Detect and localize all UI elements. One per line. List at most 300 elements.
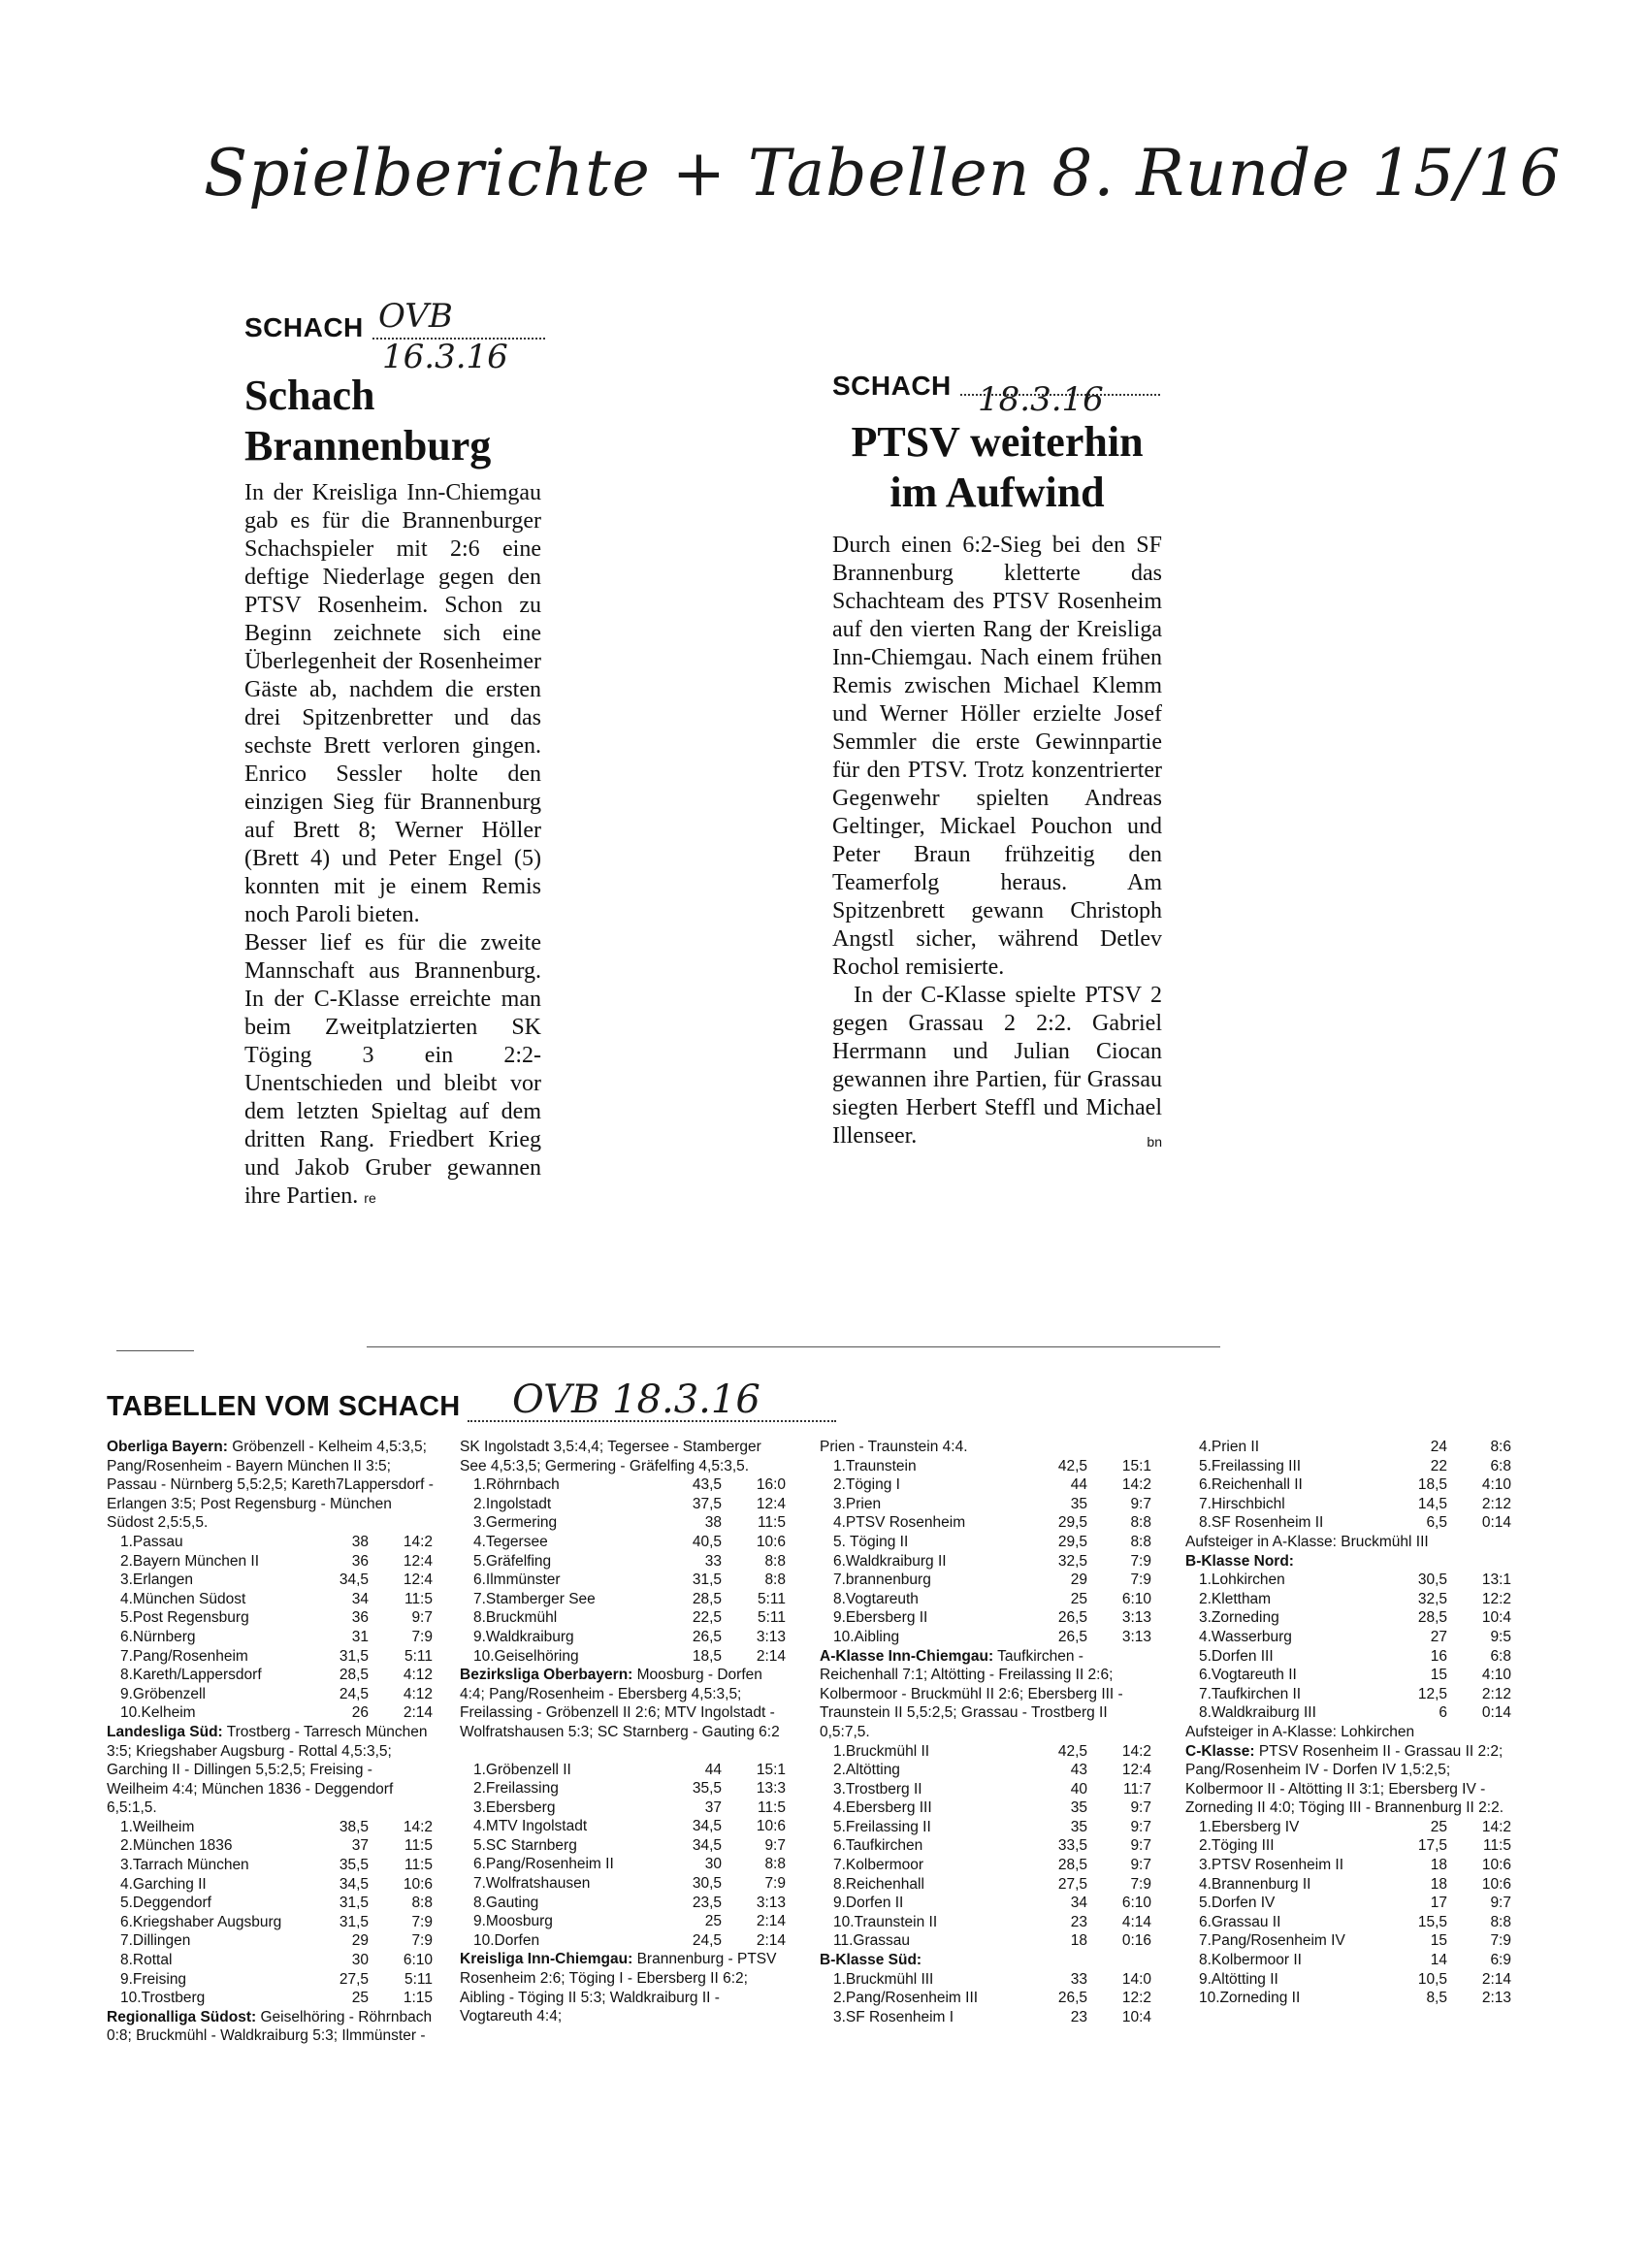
team-name: 10.Traunstein II [833,1913,938,1930]
table-row [460,1590,790,1609]
team-name: 3.Tarrach München [120,1857,249,1874]
team-points: 38 [704,1514,722,1532]
league-name: C-Klasse: [1185,1742,1255,1760]
table-row [1185,1875,1515,1895]
team-name: 8.Bruckmühl [473,1609,558,1627]
team-name: 3.Zorneding [1199,1609,1279,1627]
table-row [820,1533,1155,1552]
team-name: 7.Kolbermoor [833,1857,924,1874]
team-name: 5.Freilassing II [833,1818,931,1835]
team-name: 6.Reichenhall II [1199,1476,1303,1494]
team-score: 15:1 [756,1761,786,1778]
article-left-body [244,479,541,1213]
table-row [460,1552,790,1571]
team-points: 25 [1430,1818,1447,1835]
team-points: 23 [1070,2008,1087,2025]
table-row [820,1761,1155,1780]
team-score: 11:5 [404,1857,433,1874]
team-score: 9:7 [1130,1799,1151,1817]
team-name: 7.Taufkirchen II [1199,1685,1302,1702]
team-points: 16 [1430,1647,1447,1665]
results-paragraph [820,1438,1155,1457]
team-name: 1.Weilheim [120,1818,195,1835]
table-row [460,1836,790,1856]
table-row [820,1590,1155,1609]
team-score: 3:13 [1121,1628,1151,1645]
table-row [460,1628,790,1647]
table-row [460,1647,790,1667]
handwritten-note-ovb: OVB [378,297,453,336]
table-row [820,1571,1155,1590]
table-row [107,1571,436,1590]
team-points: 32,5 [1417,1590,1447,1607]
team-score: 9:7 [1130,1495,1151,1512]
team-name: 3.SF Rosenheim I [833,2008,954,2025]
results-paragraph [107,1438,436,1533]
team-score: 6:10 [1121,1590,1151,1607]
table-row [107,1647,436,1667]
table-row [107,1608,436,1628]
article-right-kicker-row [832,367,1162,419]
table-row [107,1628,436,1647]
article-left-author: re [364,1190,376,1206]
team-name: 6.Taufkirchen [833,1837,923,1855]
table-row [820,1475,1155,1495]
team-name: 9.Waldkraiburg [473,1628,574,1645]
team-name: 6.Kriegshaber Augsburg [120,1913,282,1930]
team-score: 10:4 [1121,2008,1151,2025]
team-score: 14:2 [403,1533,433,1550]
table-row [1185,1989,1515,2008]
team-score: 14:2 [1481,1818,1511,1835]
team-points: 6 [1439,1704,1447,1722]
table-row [460,1931,790,1951]
team-score: 4:10 [1481,1667,1511,1684]
table-row [107,1951,436,1970]
table-row [460,1608,790,1628]
team-name: 7.Hirschbichl [1199,1495,1285,1512]
league-name: Oberliga Bayern: [107,1439,228,1455]
team-score: 12:4 [403,1552,433,1570]
table-row [460,1817,790,1836]
table-row [107,1989,436,2008]
team-name: 3.PTSV Rosenheim II [1199,1857,1344,1874]
team-score: 2:12 [1481,1685,1511,1702]
team-score: 8:8 [764,1571,786,1589]
team-score: 10:6 [1481,1875,1511,1893]
team-name: 11.Grassau [833,1932,910,1950]
team-score: 15:1 [1121,1457,1151,1474]
team-score: 14:0 [1121,1970,1151,1988]
table-row [820,1970,1155,1990]
match-results: Trostberg - Tarresch München 3:5; Kriegshaber Augsburg - Rottal 4,5:3,5; Garching II - Dillingen 5,5:2,5; Freising - Weilheim 4:4; München 1836 - Deggendorf 6,5:1,5. [107,1723,428,1817]
team-score: 2:14 [403,1704,433,1722]
table-column-4 [1185,1438,1515,2008]
table-row [820,1495,1155,1514]
team-score: 11:5 [404,1590,433,1607]
team-points: 42,5 [1057,1457,1087,1474]
results-paragraph [460,1666,790,1741]
team-score: 3:13 [756,1894,786,1911]
team-score: 4:14 [1121,1913,1151,1930]
team-points: 44 [704,1761,722,1778]
table-row [107,1970,436,1990]
team-name: 2.Bayern München II [120,1552,260,1570]
team-score: 2:12 [1481,1495,1511,1512]
team-score: 10:6 [756,1533,786,1550]
team-score: 8:6 [1490,1439,1511,1455]
article-left-paragraph-1: In der Kreisliga Inn-Chiemgau gab es für die Brannenburger Schachspieler mit 2:6 eine deftige Niederlage gegen den PTSV Rosenheim. Schon zu Beginn zeichnete sich eine Überlegenheit der Rosenheimer Gäste ab, nachdem die ersten drei Spitzenbretter und das sechste Brett verloren gingen. Enrico Sessler holte den einzigen Sieg für Brannenburg auf Brett 8; Werner Höller (Brett 4) und Peter Engel (5) konnten mit je einem Remis noch Paroli bieten. [244,480,541,927]
team-points: 6,5 [1426,1514,1447,1532]
team-points: 37,5 [692,1495,722,1512]
team-name: 8.Gauting [473,1894,539,1911]
table-row [1185,1894,1515,1913]
article-right-paragraph-1: Durch einen 6:2-Sieg bei den SF Brannenburg kletterte das Schachteam des PTSV Rosenheim auf den vierten Rang der Kreisliga Inn-Chiemgau. Nach einem frühen Remis zwischen Michael Klemm und Werner Höller erzielte Josef Semmler die erste Gewinnpartie für den PTSV. Trotz konzentrierter Gegenwehr spielten Andreas Geltinger, Mickael Pouchon und Peter Braun frühzeitig den Teamerfolg heraus. Am Spitzenbrett gewann Christoph Angstl sicher, während Detlev Rochol remisierte. [832,533,1162,980]
team-score: 10:6 [756,1818,786,1835]
handwritten-note-date: 16.3.16 [382,338,508,376]
team-points: 24,5 [692,1931,722,1949]
team-points: 24,5 [339,1685,369,1702]
table-row [460,1533,790,1552]
team-name: 5.Post Regensburg [120,1609,249,1627]
team-name: 1.Lohkirchen [1199,1571,1285,1589]
table-row [820,1931,1155,1951]
team-points: 34 [351,1590,369,1607]
table-row [460,1855,790,1874]
team-name: 10.Trostberg [120,1990,206,2007]
team-score: 9:7 [1130,1837,1151,1855]
team-points: 15 [1430,1932,1447,1950]
team-score: 6:8 [1490,1457,1511,1474]
article-left-kicker-row [244,291,541,342]
match-results: SK Ingolstadt 3,5:4,4; Tegersee - Stamberger See 4,5:3,5; Germering - Gräfelfing 4,5:3,5. [460,1439,761,1474]
table-row [1185,1590,1515,1609]
table-row [1185,1703,1515,1723]
table-row [1185,1818,1515,1837]
team-name: 4.München Südost [120,1590,246,1607]
article-right-headline-1: PTSV weiterhin [851,418,1144,466]
table-row [820,1552,1155,1571]
team-points: 26,5 [1057,1609,1087,1627]
table-row [820,2008,1155,2027]
team-points: 8,5 [1426,1990,1447,2007]
article-right-headline-2: im Aufwind [889,469,1105,516]
match-results: Aufsteiger in A-Klasse: Lohkirchen [1185,1723,1415,1740]
team-name: 7.Stamberger See [473,1590,596,1607]
team-points: 34,5 [692,1818,722,1835]
team-name: 9.Gröbenzell [120,1685,206,1702]
team-name: 6.Grassau II [1199,1913,1281,1930]
team-points: 27 [1430,1628,1447,1645]
table-row [107,1533,436,1552]
spacer [460,1742,790,1761]
team-points: 26,5 [1057,1990,1087,2007]
table-row [107,1666,436,1685]
team-name: 9.Ebersberg II [833,1609,928,1627]
team-name: 2.Klettham [1199,1590,1272,1607]
team-score: 7:9 [764,1875,786,1893]
table-column-1 [107,1438,436,2046]
team-name: 5.Dorfen III [1199,1647,1274,1665]
team-name: 4.Brannenburg II [1199,1875,1311,1893]
team-score: 0:14 [1481,1704,1511,1722]
team-name: 2.Töging I [833,1476,900,1494]
team-score: 7:9 [411,1628,433,1645]
team-points: 29 [351,1932,369,1950]
team-points: 33,5 [1057,1837,1087,1855]
team-points: 31,5 [339,1895,369,1912]
team-name: 7.Dillingen [120,1932,191,1950]
table-row [460,1798,790,1818]
team-name: 2.Altötting [833,1762,900,1779]
team-points: 15,5 [1417,1913,1447,1930]
table-row [1185,1628,1515,1647]
team-points: 10,5 [1417,1970,1447,1988]
team-points: 35,5 [339,1857,369,1874]
team-score: 9:7 [764,1836,786,1854]
team-score: 9:7 [1130,1818,1151,1835]
team-points: 30 [704,1856,722,1873]
results-paragraph [460,1438,790,1475]
team-points: 18 [1430,1857,1447,1874]
table-row [107,1552,436,1571]
team-points: 18 [1430,1875,1447,1893]
table-row [820,1513,1155,1533]
team-score: 11:5 [757,1798,786,1816]
team-score: 8:8 [1490,1913,1511,1930]
team-name: 8.Waldkraiburg III [1199,1704,1316,1722]
team-name: 7.Pang/Rosenheim IV [1199,1932,1345,1950]
team-points: 29,5 [1057,1533,1087,1550]
team-score: 16:0 [756,1476,786,1494]
team-points: 34 [1070,1895,1087,1912]
team-points: 38 [351,1533,369,1550]
match-results: Prien - Traunstein 4:4. [820,1439,968,1455]
team-name: 4.PTSV Rosenheim [833,1514,966,1532]
team-points: 23,5 [692,1894,722,1911]
team-score: 5:11 [757,1590,786,1607]
team-score: 9:7 [411,1609,433,1627]
article-right-paragraph-2-text: In der C-Klasse spielte PTSV 2 gegen Grassau 2 2:2. Gabriel Herrmann und Julian Ciocan gewannen ihre Partien, für Grassau siegten Herbert Steffl und Michael Illenseer. [832,983,1162,1149]
results-paragraph [1185,1723,1515,1742]
table-row [1185,1608,1515,1628]
team-points: 18,5 [692,1647,722,1665]
team-name: 5.Freilassing III [1199,1457,1302,1474]
team-name: 2.Freilassing [473,1780,559,1798]
team-points: 31,5 [339,1913,369,1930]
results-paragraph [107,1723,436,1818]
article-left [244,291,541,1213]
table-row [1185,1571,1515,1590]
team-points: 35 [1070,1799,1087,1817]
table-row [107,1703,436,1723]
table-row [1185,1931,1515,1951]
team-score: 10:4 [1481,1609,1511,1627]
team-name: 2.München 1836 [120,1837,233,1855]
table-row [1185,1475,1515,1495]
team-score: 10:6 [403,1875,433,1893]
team-points: 32,5 [1057,1552,1087,1570]
team-points: 29 [1070,1571,1087,1589]
team-points: 27,5 [1057,1875,1087,1893]
team-name: 8.Reichenhall [833,1875,924,1893]
results-paragraph [460,1950,790,2025]
article-right-author: bn [1147,1134,1162,1150]
team-name: 2.Ingolstadt [473,1495,552,1512]
table-row [107,1590,436,1609]
team-name: 8.SF Rosenheim II [1199,1514,1324,1532]
table-row [460,1894,790,1913]
handwritten-note-date: 18.3.16 [978,380,1104,419]
results-paragraph [820,1647,1155,1742]
team-score: 2:14 [1481,1970,1511,1988]
team-score: 6:8 [1490,1647,1511,1665]
team-score: 9:7 [1130,1857,1151,1874]
team-points: 28,5 [1417,1609,1447,1627]
article-right-paragraph-2 [832,982,1162,1150]
match-results: PTSV Rosenheim II - Grassau II 2:2; Pang/Rosenheim IV - Dorfen IV 1,5:2,5; Kolbermoor II - Altötting II 3:1; Ebersberg IV - Zorneding II 4:0; Töging III - Brannenburg II 2:2. [1185,1742,1504,1817]
results-paragraph [1185,1533,1515,1552]
team-score: 7:9 [1130,1552,1151,1570]
team-name: 4.Garching II [120,1875,207,1893]
match-results: Aufsteiger in A-Klasse: Bruckmühl III [1185,1533,1429,1550]
league-name: A-Klasse Inn-Chiemgau: [820,1647,994,1665]
table-row [1185,1513,1515,1533]
team-points: 35 [1070,1818,1087,1835]
team-score: 12:2 [1481,1590,1511,1607]
team-points: 33 [1070,1970,1087,1988]
team-name: 6.Ilmmünster [473,1571,561,1589]
team-points: 34,5 [339,1875,369,1893]
team-score: 5:11 [404,1970,433,1988]
team-name: 3.Germering [473,1514,558,1532]
team-score: 1:15 [403,1990,433,2007]
team-score: 4:12 [403,1667,433,1684]
team-points: 40 [1070,1780,1087,1798]
team-name: 8.Kolbermoor II [1199,1952,1302,1969]
results-paragraph [107,2008,436,2046]
team-score: 3:13 [756,1628,786,1645]
team-score: 5:11 [757,1609,786,1627]
team-score: 8:8 [411,1895,433,1912]
team-points: 38,5 [339,1818,369,1835]
team-score: 2:13 [1481,1990,1511,2007]
table-row [460,1912,790,1931]
team-points: 31,5 [339,1647,369,1665]
team-name: 7.Wolfratshausen [473,1875,591,1893]
team-points: 18 [1070,1932,1087,1950]
team-score: 6:10 [1121,1895,1151,1912]
team-name: 1.Bruckmühl III [833,1970,934,1988]
team-name: 4.Prien II [1199,1439,1260,1455]
team-points: 27,5 [339,1970,369,1988]
table-row [1185,1951,1515,1970]
team-score: 6:9 [1490,1952,1511,1969]
team-name: 2.Pang/Rosenheim III [833,1990,979,2007]
team-points: 31 [351,1628,369,1645]
article-left-headline-1: Schach [244,372,375,419]
team-score: 4:10 [1481,1476,1511,1494]
table-row [460,1761,790,1780]
team-score: 2:14 [756,1931,786,1949]
team-score: 5:11 [404,1647,433,1665]
team-name: 4.Wasserburg [1199,1628,1292,1645]
team-points: 43 [1070,1762,1087,1779]
table-row [1185,1495,1515,1514]
team-score: 3:13 [1121,1609,1151,1627]
table-row [1185,1438,1515,1457]
team-points: 23 [1070,1913,1087,1930]
table-row [460,1779,790,1798]
team-name: 9.Dorfen II [833,1895,904,1912]
team-name: 4.MTV Ingolstadt [473,1818,588,1835]
article-left-paragraph-2-text: Besser lief es für die zweite Mannschaft aus Brannenburg. In der C-Klasse erreichte man beim Zweitplatzierten SK Töging 3 ein 2:2-Unentschieden und bleibt vor dem letzten Spieltag auf dem dritten Rang. Friedbert Krieg und Jakob Gruber gewannen ihre Partien. [244,930,541,1209]
team-name: 5. Töging II [833,1533,909,1550]
team-points: 26 [351,1704,369,1722]
table-column-3 [820,1438,1155,2026]
team-points: 42,5 [1057,1742,1087,1760]
team-points: 29,5 [1057,1514,1087,1532]
article-left-paragraph-2 [244,929,541,1213]
team-score: 13:1 [1481,1571,1511,1589]
team-score: 7:9 [1490,1932,1511,1950]
team-points: 24 [1430,1439,1447,1455]
team-score: 9:7 [1490,1895,1511,1912]
team-score: 8:8 [1130,1533,1151,1550]
team-name: 9.Freising [120,1970,187,1988]
table-row [107,1685,436,1704]
league-name: Bezirksliga Oberbayern: [460,1667,633,1684]
team-score: 14:2 [1121,1476,1151,1494]
team-points: 30,5 [1417,1571,1447,1589]
table-row [820,1742,1155,1762]
team-name: 7.brannenburg [833,1571,931,1589]
team-name: 7.Pang/Rosenheim [120,1647,248,1665]
team-name: 1.Bruckmühl II [833,1742,930,1760]
team-name: 1.Röhrnbach [473,1476,560,1494]
table-row [820,1856,1155,1875]
team-score: 12:4 [403,1571,433,1589]
team-points: 22,5 [692,1609,722,1627]
table-row [820,1780,1155,1799]
team-name: 9.Altötting II [1199,1970,1278,1988]
match-results: Geiselhöring - Röhrnbach 0:8; Bruckmühl - Waldkraiburg 5:3; Ilmmünster - [107,2008,433,2045]
team-score: 8:8 [764,1552,786,1570]
team-name: 10.Zorneding II [1199,1990,1301,2007]
match-results: Moosburg - Dorfen 4:4; Pang/Rosenheim - Ebersberg 4,5:3,5; Freilassing - Gröbenzell II 2:6; MTV Ingolstadt - Wolfratshausen 5:3; SC Starnberg - Gauting 6:2 [460,1667,780,1740]
team-points: 26,5 [692,1628,722,1645]
league-name: Regionalliga Südost: [107,2008,257,2025]
team-name: 9.Moosburg [473,1913,553,1930]
team-name: 5.SC Starnberg [473,1836,577,1854]
table-row [107,1875,436,1895]
team-points: 17 [1430,1895,1447,1912]
table-row [1185,1457,1515,1476]
table-row [820,1628,1155,1647]
league-subheading: B-Klasse Süd: [820,1952,922,1969]
table-row [107,1856,436,1875]
team-points: 31,5 [692,1571,722,1589]
team-score: 4:12 [403,1685,433,1702]
team-score: 7:9 [411,1913,433,1930]
team-points: 30 [351,1952,369,1969]
team-score: 12:2 [1121,1990,1151,2007]
league-name: Kreisliga Inn-Chiemgau: [460,1951,633,1968]
team-name: 10.Dorfen [473,1931,540,1949]
team-score: 12:4 [756,1495,786,1512]
team-points: 25 [351,1990,369,2007]
table-row [107,1836,436,1856]
